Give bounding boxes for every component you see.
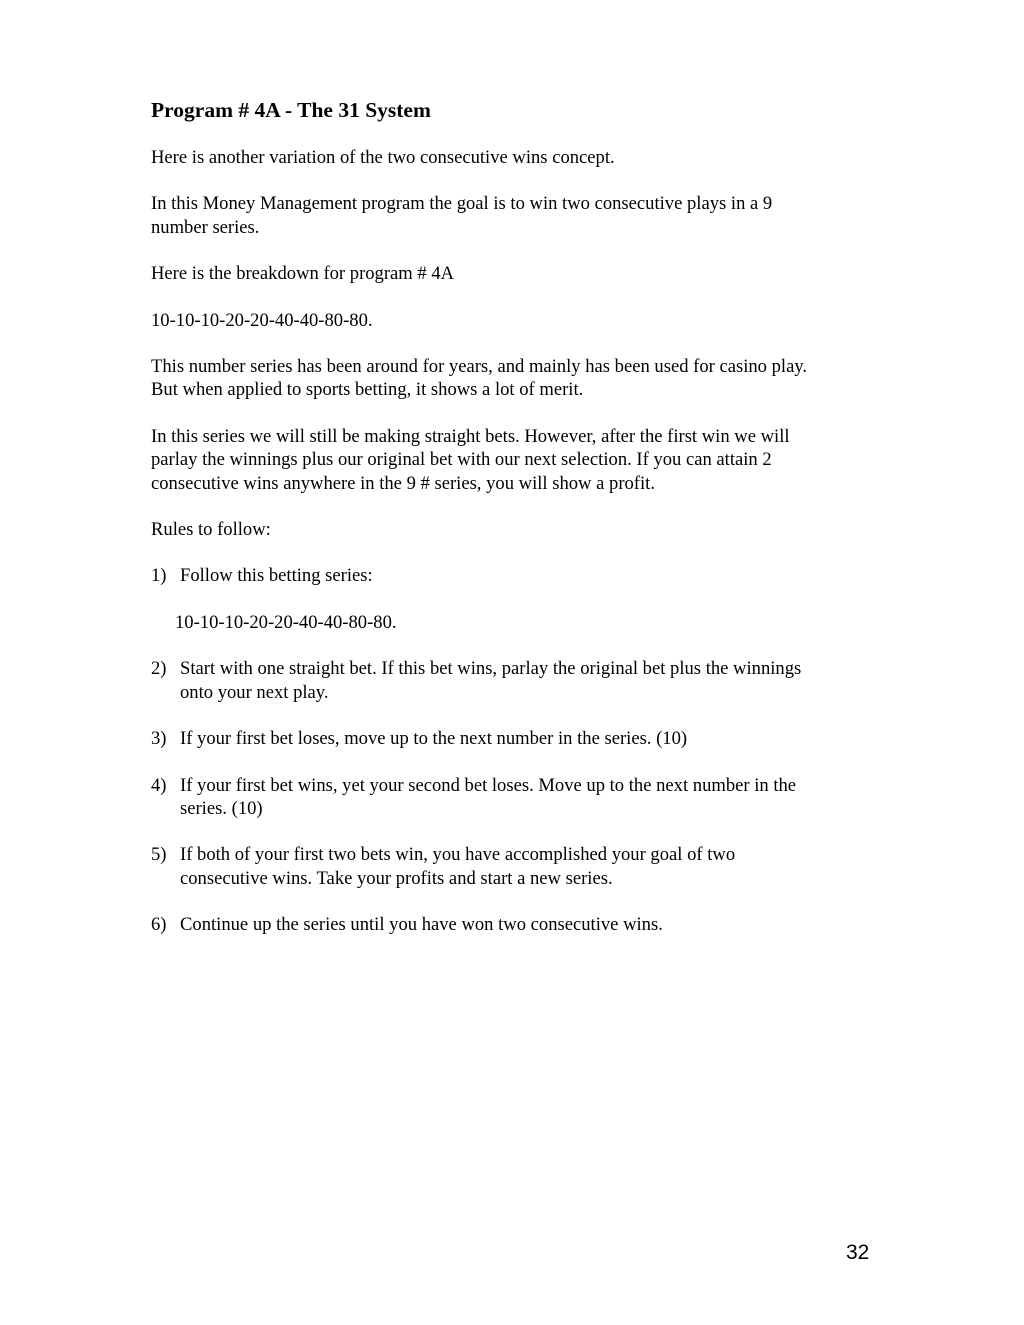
rules-heading: Rules to follow: bbox=[151, 519, 271, 541]
list-item bbox=[151, 774, 871, 821]
page-number: 32 bbox=[846, 1241, 870, 1264]
rule-series: 10-10-10-20-20-40-40-80-80. bbox=[175, 611, 397, 633]
rule-text bbox=[180, 657, 871, 704]
goal-line: number series. bbox=[151, 216, 260, 238]
rule-text: Follow this betting series: bbox=[180, 565, 373, 587]
rule-line: series. (10) bbox=[180, 797, 263, 819]
rule-line: If your first bet wins, yet your second bet loses. Move up to the next number in the bbox=[180, 774, 797, 796]
rule-number: 6) bbox=[151, 914, 167, 936]
details-line: consecutive wins anywhere in the 9 # series, you will show a profit. bbox=[151, 472, 655, 494]
rule-text: Continue up the series until you have won two consecutive wins. bbox=[180, 914, 663, 936]
rule-number: 5) bbox=[151, 844, 167, 866]
details-line: parlay the winnings plus our original bet with our next selection. If you can attain 2 bbox=[151, 449, 772, 471]
rules-list bbox=[151, 564, 871, 936]
history-line: This number series has been around for years, and mainly has been used for casino play. bbox=[151, 356, 808, 378]
rule-line: consecutive wins. Take your profits and start a new series. bbox=[180, 867, 613, 889]
rule-line: If both of your first two bets win, you have accomplished your goal of two bbox=[180, 844, 736, 866]
rule-number: 1) bbox=[151, 565, 167, 587]
rule-text bbox=[180, 843, 871, 890]
history-line: But when applied to sports betting, it shows a lot of merit. bbox=[151, 379, 584, 401]
rule-line: onto your next play. bbox=[180, 681, 329, 703]
number-series: 10-10-10-20-20-40-40-80-80. bbox=[151, 309, 373, 331]
rule-text bbox=[180, 774, 871, 821]
list-item bbox=[151, 657, 871, 704]
list-item bbox=[151, 727, 871, 750]
goal-line: In this Money Management program the goal is to win two consecutive plays in a 9 bbox=[151, 193, 773, 215]
rule-number: 2) bbox=[151, 658, 167, 680]
rule-number: 3) bbox=[151, 728, 167, 750]
list-item bbox=[151, 843, 871, 890]
details-line: In this series we will still be making straight bets. However, after the first win we will bbox=[151, 425, 790, 447]
rule-number: 4) bbox=[151, 774, 167, 796]
rule-text: If your first bet loses, move up to the next number in the series. (10) bbox=[180, 728, 688, 750]
intro-paragraph: Here is another variation of the two consecutive wins concept. bbox=[151, 147, 615, 168]
rule-line: Start with one straight bet. If this bet wins, parlay the original bet plus the winnings bbox=[180, 658, 802, 680]
goal-paragraph bbox=[151, 192, 871, 239]
list-item bbox=[151, 913, 871, 936]
details-paragraph bbox=[151, 425, 871, 495]
page-title: Program # 4A - The 31 System bbox=[151, 98, 431, 122]
document-page bbox=[151, 96, 871, 960]
history-paragraph bbox=[151, 355, 871, 402]
list-item bbox=[151, 564, 871, 587]
breakdown-intro: Here is the breakdown for program # 4A bbox=[151, 263, 455, 285]
